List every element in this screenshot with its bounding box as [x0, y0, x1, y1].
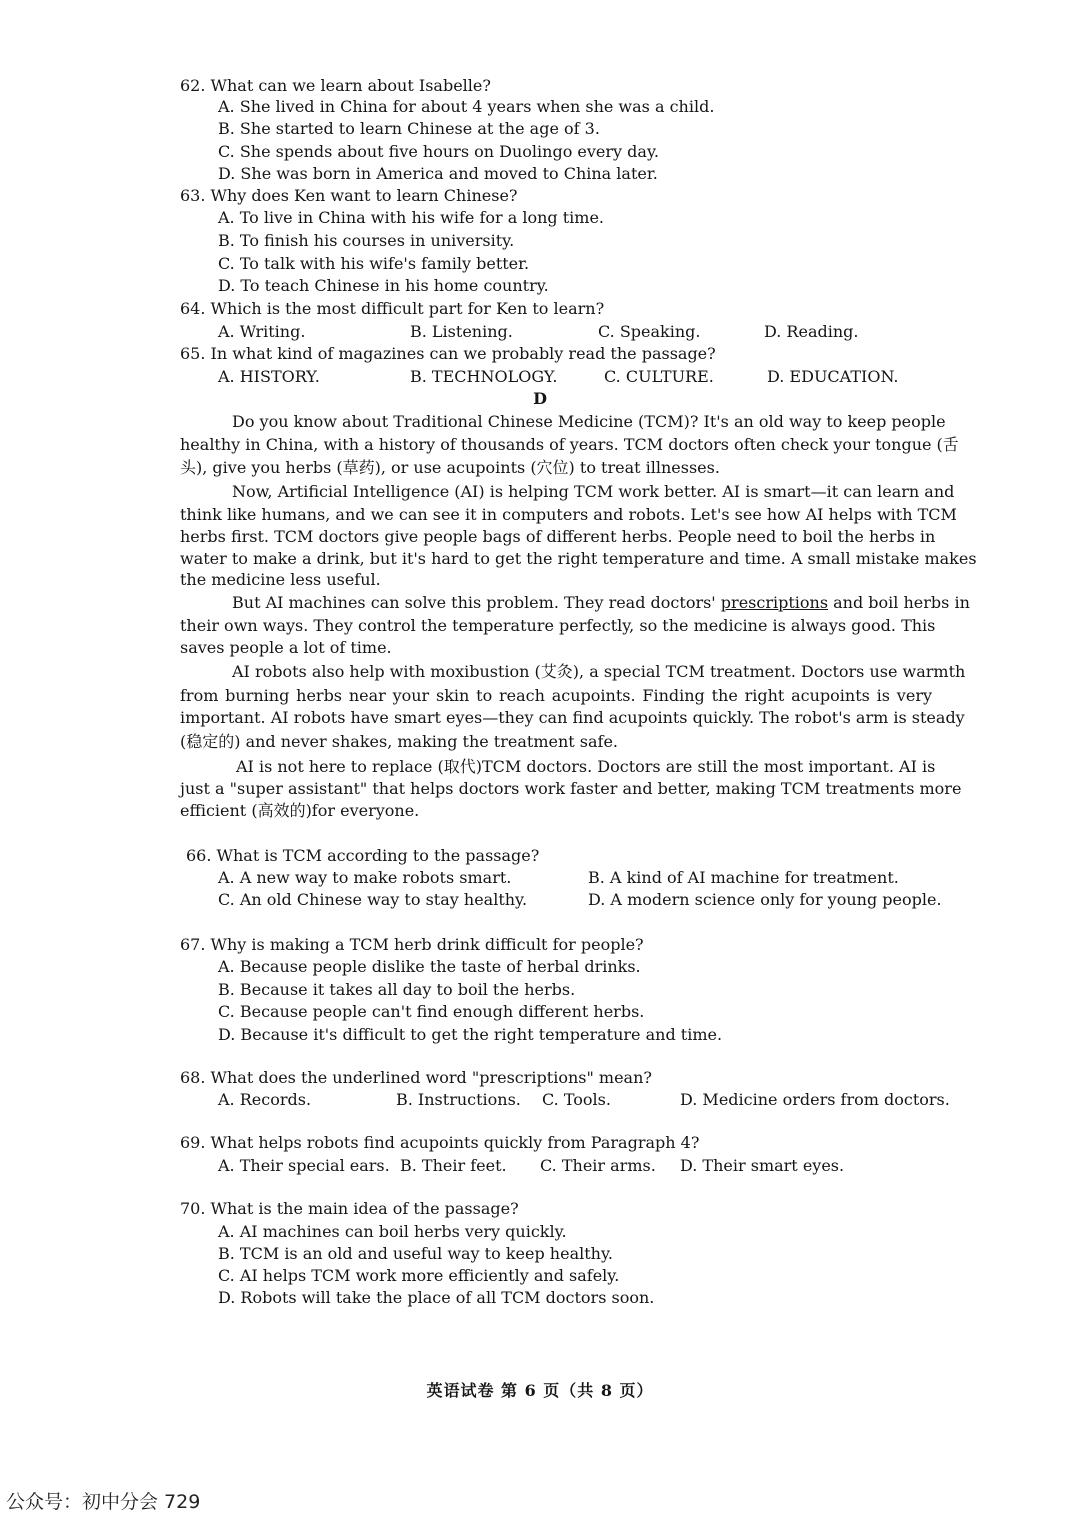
question-63-option-c: C. To talk with his wife's family better. — [218, 254, 530, 273]
question-62-stem: 62. What can we learn about Isabelle? — [180, 76, 491, 95]
question-70-stem: 70. What is the main idea of the passage? — [180, 1199, 519, 1218]
passage-p3-line2: their own ways. They control the temperature perfectly, so the medicine is always good. This — [180, 616, 936, 635]
question-68-option-a: A. Records. — [218, 1090, 312, 1109]
question-62-option-b: B. She started to learn Chinese at the age of 3. — [218, 119, 600, 138]
passage-p3-text-before: But AI machines can solve this problem. They read doctors' — [232, 593, 721, 612]
passage-p3-text-after: and boil herbs in — [828, 593, 970, 612]
question-69-option-c: C. Their arms. — [540, 1156, 656, 1175]
passage-p4-line1: AI robots also help with moxibustion (艾灸), a special TCM treatment. Doctors use warmth — [232, 662, 966, 681]
question-65-stem: 65. In what kind of magazines can we probably read the passage? — [180, 344, 716, 363]
question-64-option-a: A. Writing. — [218, 322, 306, 341]
question-67-stem: 67. Why is making a TCM herb drink difficult for people? — [180, 935, 644, 954]
passage-p1-line2: healthy in China, with a history of thousands of years. TCM doctors often check your tongue (舌 — [180, 435, 959, 454]
question-66-option-b: B. A kind of AI machine for treatment. — [588, 868, 899, 887]
question-62-option-a: A. She lived in China for about 4 years when she was a child. — [218, 97, 715, 116]
question-63-stem: 63. Why does Ken want to learn Chinese? — [180, 186, 518, 205]
question-68-option-b: B. Instructions. — [396, 1090, 521, 1109]
question-70-option-b: B. TCM is an old and useful way to keep healthy. — [218, 1244, 613, 1263]
watermark-text: 公众号：初中分会 729 — [6, 1491, 201, 1513]
passage-p3-line3: saves people a lot of time. — [180, 638, 392, 657]
question-65-option-a: A. HISTORY. — [218, 367, 320, 386]
passage-p2-line4: water to make a drink, but it's hard to get the right temperature and time. A small mistake makes — [180, 549, 977, 568]
question-70-option-a: A. AI machines can boil herbs very quickly. — [218, 1222, 567, 1241]
passage-p4-line2: from burning herbs near your skin to reach acupoints. Finding the right acupoints is very — [180, 686, 932, 705]
passage-p5-line2: just a "super assistant" that helps doctors work faster and better, making TCM treatments more — [180, 779, 962, 798]
passage-p3-line1 — [232, 592, 970, 614]
question-67-option-d: D. Because it's difficult to get the right temperature and time. — [218, 1025, 723, 1044]
question-65-option-b: B. TECHNOLOGY. — [410, 367, 558, 386]
question-67-option-c: C. Because people can't find enough different herbs. — [218, 1002, 645, 1021]
question-67-option-b: B. Because it takes all day to boil the herbs. — [218, 980, 576, 999]
underlined-word-prescriptions: prescriptions — [720, 593, 829, 612]
question-67-option-a: A. Because people dislike the taste of herbal drinks. — [218, 957, 641, 976]
question-63-option-d: D. To teach Chinese in his home country. — [218, 276, 549, 295]
question-70-option-d: D. Robots will take the place of all TCM doctors soon. — [218, 1288, 655, 1307]
question-65-option-c: C. CULTURE. — [604, 367, 714, 386]
passage-p5-line1: AI is not here to replace (取代)TCM doctors. Doctors are still the most important. AI is — [236, 757, 936, 776]
question-66-option-c: C. An old Chinese way to stay healthy. — [218, 890, 528, 909]
question-64-option-d: D. Reading. — [764, 322, 859, 341]
passage-p2-line1: Now, Artificial Intelligence (AI) is helping TCM work better. AI is smart—it can learn and — [232, 482, 955, 501]
passage-p5-line3: efficient (高效的)for everyone. — [180, 801, 420, 820]
question-64-option-b: B. Listening. — [410, 322, 513, 341]
passage-p1-line3: 头), give you herbs (草药), or use acupoints (穴位) to treat illnesses. — [180, 458, 720, 477]
passage-p2-line2: think like humans, and we can see it in computers and robots. Let's see how AI helps with TCM — [180, 505, 957, 524]
question-63-option-a: A. To live in China with his wife for a long time. — [218, 208, 605, 227]
passage-p2-line5: the medicine less useful. — [180, 570, 381, 589]
question-62-option-d: D. She was born in America and moved to China later. — [218, 164, 658, 183]
question-69-option-a: A. Their special ears. — [218, 1156, 390, 1175]
passage-p4-line3: important. AI robots have smart eyes—they can find acupoints quickly. The robot's arm is steady — [180, 708, 965, 727]
question-68-stem: 68. What does the underlined word "prescriptions" mean? — [180, 1068, 652, 1087]
passage-p1-line1: Do you know about Traditional Chinese Medicine (TCM)? It's an old way to keep people — [232, 412, 946, 431]
question-69-option-d: D. Their smart eyes. — [680, 1156, 845, 1175]
question-63-option-b: B. To finish his courses in university. — [218, 231, 515, 250]
question-68-option-c: C. Tools. — [542, 1090, 611, 1109]
question-70-option-c: C. AI helps TCM work more efficiently and safely. — [218, 1266, 620, 1285]
passage-p2-line3: herbs first. TCM doctors give people bags of different herbs. People need to boil the herbs in — [180, 527, 936, 546]
question-66-stem: 66. What is TCM according to the passage? — [186, 846, 540, 865]
question-64-option-c: C. Speaking. — [598, 322, 701, 341]
section-d-heading: D — [533, 389, 547, 408]
question-69-stem: 69. What helps robots find acupoints quickly from Paragraph 4? — [180, 1133, 700, 1152]
question-62-option-c: C. She spends about five hours on Duolingo every day. — [218, 142, 659, 161]
question-65-option-d: D. EDUCATION. — [767, 367, 899, 386]
question-66-option-d: D. A modern science only for young people. — [588, 890, 942, 909]
question-64-stem: 64. Which is the most difficult part for Ken to learn? — [180, 299, 605, 318]
question-68-option-d: D. Medicine orders from doctors. — [680, 1090, 950, 1109]
question-66-option-a: A. A new way to make robots smart. — [218, 868, 512, 887]
passage-p4-line4: (稳定的) and never shakes, making the treatment safe. — [180, 732, 619, 751]
question-69-option-b: B. Their feet. — [400, 1156, 507, 1175]
page-footer: 英语试卷 第 6 页（共 8 页） — [426, 1381, 654, 1400]
